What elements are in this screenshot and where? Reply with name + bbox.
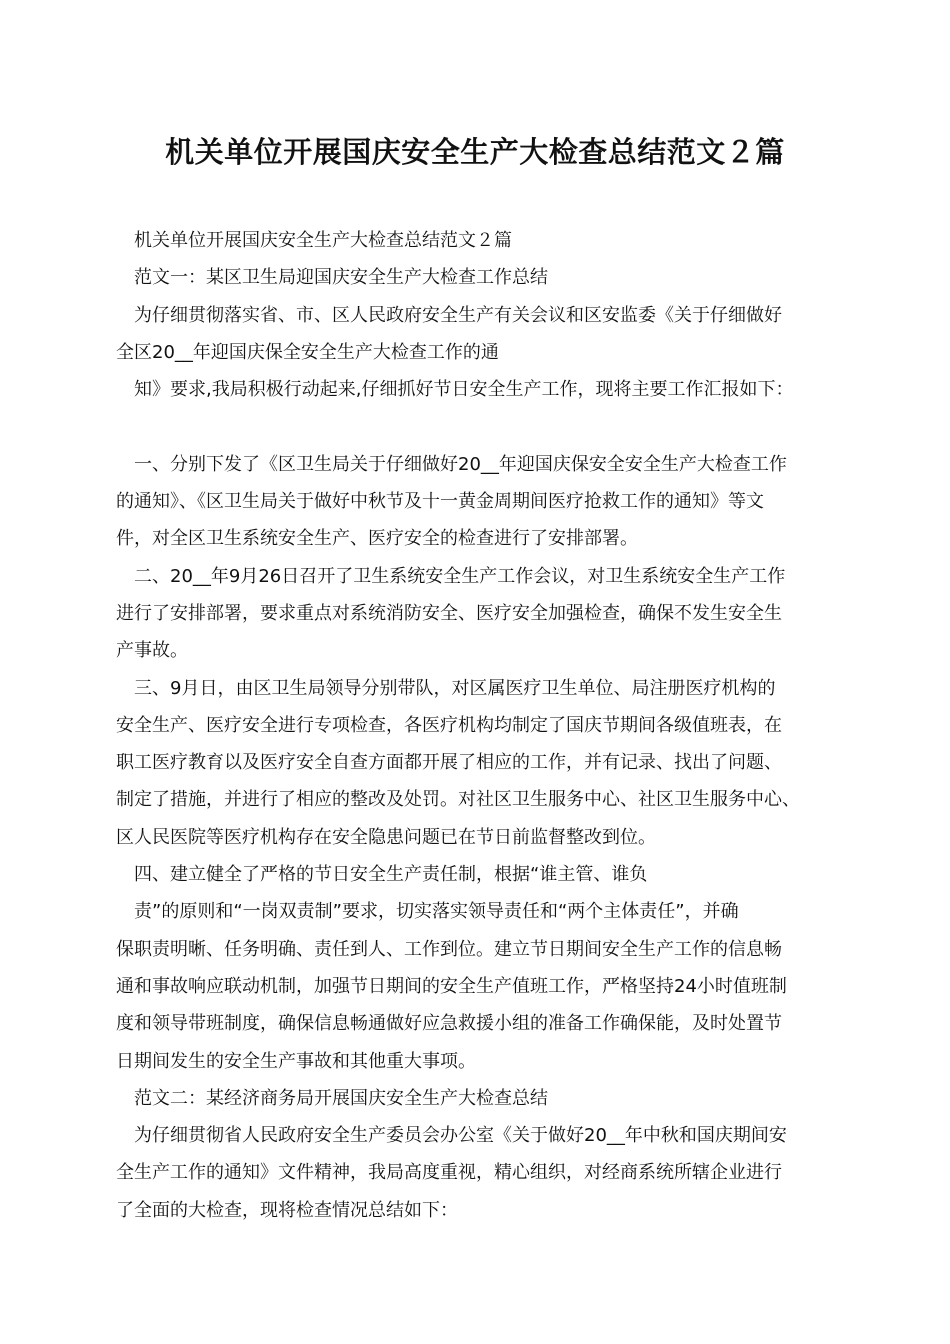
paragraph-line: 二、20__年9月26日召开了卫生系统安全生产工作会议，对卫生系统安全生产工作 bbox=[116, 565, 786, 587]
paragraph-line: 职工医疗教育以及医疗安全自查方面都开展了相应的工作，并有记录、找出了问题、 bbox=[116, 752, 782, 774]
paragraph-line: 机关单位开展国庆安全生产大检查总结范文２篇 bbox=[116, 230, 512, 251]
paragraph-line: 为仔细贯彻落实省、市、区人民政府安全生产有关会议和区安监委《关于仔细做好 bbox=[116, 304, 782, 326]
paragraph-line: 三、9月日，由区卫生局领导分别带队，对区属医疗卫生单位、局注册医疗机构的 bbox=[116, 677, 776, 699]
paragraph-line: 产事故。 bbox=[116, 640, 188, 662]
paragraph-line: 知》要求,我局积极行动起来,仔细抓好节日安全生产工作，现将主要工作汇报如下： bbox=[116, 379, 794, 401]
paragraph-line: 日期间发生的安全生产事故和其他重大事项。 bbox=[116, 1050, 476, 1072]
paragraph-line: 了全面的大检查，现将检查情况总结如下： bbox=[116, 1199, 458, 1221]
paragraph-line: 区人民医院等医疗机构存在安全隐患问题已在节日前监督整改到位。 bbox=[116, 826, 656, 848]
paragraph-line: 进行了安排部署，要求重点对系统消防安全、医疗安全加强检查，确保不发生安全生 bbox=[116, 602, 782, 624]
paragraph-line: 度和领导带班制度，确保信息畅通做好应急救援小组的准备工作确保能，及时处置节 bbox=[116, 1013, 782, 1035]
document-body bbox=[116, 222, 836, 1229]
paragraph-line: 制定了措施，并进行了相应的整改及处罚。对社区卫生服务中心、社区卫生服务中心、 bbox=[116, 789, 800, 811]
paragraph-line: 的通知》、《区卫生局关于做好中秋节及十一黄金周期间医疗抢救工作的通知》等文 bbox=[116, 491, 764, 513]
paragraph-line: 责”的原则和“一岗双责制”要求，切实落实领导责任和“两个主体责任”，并确 bbox=[116, 901, 739, 923]
paragraph-line: 范文二：某经济商务局开展国庆安全生产大检查总结 bbox=[116, 1087, 548, 1109]
blank-line bbox=[116, 408, 836, 445]
paragraph-line: 四、建立健全了严格的节日安全生产责任制，根据“谁主管、谁负 bbox=[116, 864, 648, 886]
paragraph-line: 全生产工作的通知》文件精神，我局高度重视，精心组织，对经商系统所辖企业进行 bbox=[116, 1162, 782, 1184]
paragraph-line: 通和事故响应联动机制，加强节日期间的安全生产值班工作，严格坚持24小时值班制 bbox=[116, 975, 787, 997]
paragraph-line: 安全生产、医疗安全进行专项检查，各医疗机构均制定了国庆节期间各级值班表，在 bbox=[116, 714, 782, 736]
paragraph-line: 一、分别下发了《区卫生局关于仔细做好20__年迎国庆保安全安全生产大检查工作 bbox=[116, 453, 787, 475]
paragraph-line: 保职责明晰、任务明确、责任到人、工作到位。建立节日期间安全生产工作的信息畅 bbox=[116, 938, 782, 960]
paragraph-line: 件，对全区卫生系统安全生产、医疗安全的检查进行了安排部署。 bbox=[116, 528, 638, 550]
document-title: 机关单位开展国庆安全生产大检查总结范文２篇 bbox=[165, 135, 785, 169]
paragraph-line: 为仔细贯彻省人民政府安全生产委员会办公室《关于做好20__年中秋和国庆期间安 bbox=[116, 1125, 787, 1147]
paragraph-line: 全区20__年迎国庆保全安全生产大检查工作的通 bbox=[116, 341, 499, 363]
paragraph-line: 范文一：某区卫生局迎国庆安全生产大检查工作总结 bbox=[116, 267, 548, 289]
